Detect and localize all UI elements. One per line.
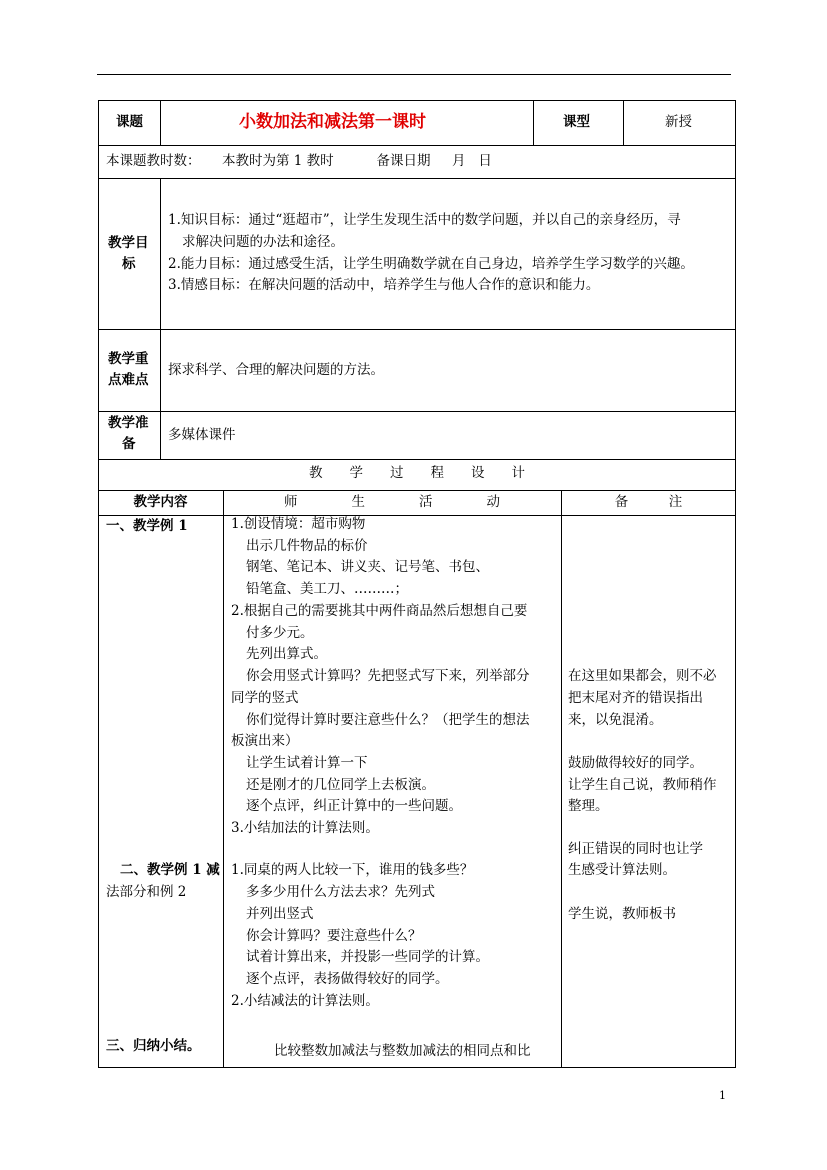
row-divider	[98, 515, 736, 516]
row-divider	[98, 411, 736, 412]
note-line: 来，以免混淆。	[568, 712, 663, 728]
objective-line: 求解决问题的办法和途径。	[182, 234, 344, 250]
note-line: 鼓励做得较好的同学。	[568, 755, 703, 771]
col-header-content: 教学内容	[133, 494, 188, 510]
objective-line: 3.情感目标：在解决问题的活动中，培养学生与他人合作的意识和能力。	[168, 277, 600, 293]
objectives-label: 教学目	[108, 235, 149, 251]
note-line: 在这里如果都会，则不必	[568, 668, 717, 684]
type-label: 课型	[563, 114, 590, 130]
objectives-label-2: 标	[122, 256, 136, 272]
note-line: 学生说，教师板书	[568, 906, 676, 922]
activity-line: 板演出来）	[231, 733, 299, 749]
section-3: 三、归纳小结。	[106, 1038, 201, 1054]
activity-line: 并列出竖式	[246, 906, 314, 922]
note-line: 整理。	[568, 798, 609, 814]
activity-line: 还是刚才的几位同学上去板演。	[246, 777, 435, 793]
activity-line: 你会计算吗？要注意些什么？	[246, 928, 422, 944]
note-line: 让学生自己说，教师稍作	[568, 777, 717, 793]
lesson-title: 小数加法和减法第一课时	[239, 112, 426, 132]
activity-line: 先列出算式。	[246, 646, 327, 662]
activity-line: 试着计算出来，并投影一些同学的计算。	[246, 949, 489, 965]
col-divider	[160, 100, 161, 145]
row-divider	[98, 459, 736, 460]
col-divider	[533, 100, 534, 145]
type-value: 新授	[665, 114, 692, 130]
row-divider	[98, 178, 736, 179]
page-number: 1	[719, 1089, 726, 1102]
section-2-cont: 法部分和例 2	[106, 884, 187, 900]
col-divider	[160, 178, 161, 459]
activity-line: 多多少用什么方法去求？先列式	[246, 884, 435, 900]
activity-line: 3.小结加法的计算法则。	[231, 820, 379, 836]
activity-line: 2.小结减法的计算法则。	[231, 993, 379, 1009]
objective-line: 2.能力目标：通过感受生活，让学生明确数学就在自己身边，培养学生学习数学的兴趣。	[168, 256, 694, 272]
activity-line: 逐个点评，表扬做得较好的同学。	[246, 971, 449, 987]
activity-line: 逐个点评，纠正计算中的一些问题。	[246, 798, 462, 814]
preparation-label: 教学准	[108, 415, 149, 431]
activity-line: 比较整数加减法与整数加减法的相同点和比	[274, 1043, 531, 1059]
activity-line: 1.创设情境：超市购物	[231, 516, 366, 532]
keypoints-text: 探求科学、合理的解决问题的方法。	[168, 362, 384, 378]
subject-label: 课题	[116, 114, 143, 130]
section-2: 二、教学例 1 减	[120, 862, 220, 878]
activity-line: 2.根据自己的需要挑其中两件商品然后想想自己要	[231, 603, 528, 619]
activity-line: 付多少元。	[246, 625, 314, 641]
lesson-info: 本课题教时数： 本教时为第 1 教时 备课日期 月 日	[106, 153, 492, 169]
row-divider	[98, 329, 736, 330]
activity-line: 钢笔、笔记本、讲义夹、记号笔、书包、	[246, 559, 489, 575]
keypoints-label: 教学重	[108, 351, 149, 367]
activity-line: 同学的竖式	[231, 690, 299, 706]
preparation-label-2: 备	[122, 436, 136, 452]
col-header-activity: 师 生 活 动	[284, 494, 500, 510]
row-divider	[98, 490, 736, 491]
col-divider	[623, 100, 624, 145]
preparation-text: 多媒体课件	[168, 427, 236, 443]
section-1: 一、教学例 1	[106, 518, 188, 534]
header-rule	[97, 74, 731, 75]
row-divider	[98, 145, 736, 146]
activity-line: 让学生试着计算一下	[246, 755, 368, 771]
activity-line: 你们觉得计算时要注意些什么？（把学生的想法	[246, 712, 530, 728]
activity-line: 你会用竖式计算吗？先把竖式写下来，列举部分	[246, 668, 530, 684]
activity-line: 出示几件物品的标价	[246, 538, 368, 554]
process-title: 教 学 过 程 设 计	[309, 465, 525, 481]
objective-line: 1.知识目标：通过“逛超市”，让学生发现生活中的数学问题，并以自己的亲身经历，寻	[168, 212, 681, 228]
activity-line: 1.同桌的两人比较一下，谁用的钱多些？	[231, 862, 474, 878]
col-header-notes: 备 注	[614, 494, 683, 510]
note-line: 把末尾对齐的错误指出	[568, 690, 703, 706]
col-divider	[561, 490, 562, 1068]
activity-line: 铅笔盒、美工刀、………；	[246, 581, 408, 597]
note-line: 纠正错误的同时也让学	[568, 841, 703, 857]
col-divider	[223, 490, 224, 1068]
note-line: 生感受计算法则。	[568, 862, 676, 878]
keypoints-label-2: 点难点	[108, 372, 149, 388]
